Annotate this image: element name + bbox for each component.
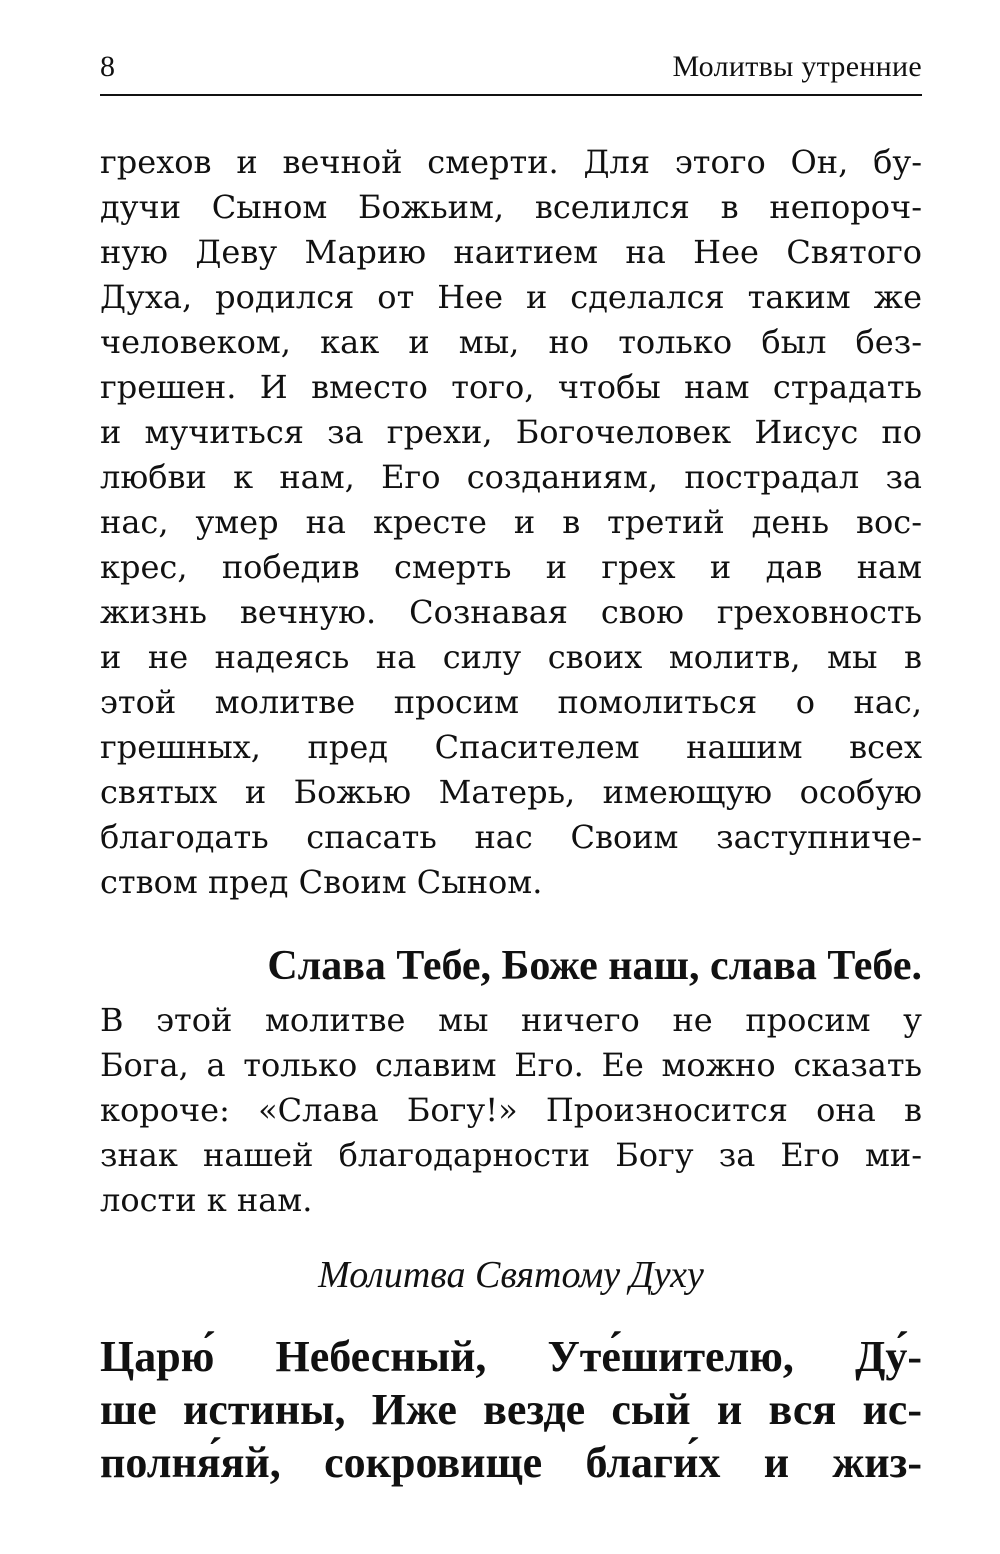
text-line: жизнь вечную. Сознавая свою греховность [100,593,922,631]
running-title: Молитвы утренние [672,50,922,83]
text-line: Духа, родился от Нее и сделался таким же [100,278,922,316]
text-line: Бога, а только славим Его. Ее можно сказать [100,1046,922,1084]
paragraph-1 [100,140,922,905]
running-header [100,42,922,96]
text-line: ством пред Своим Сыном. [100,863,543,901]
text-line: В этой молитве мы ничего не просим у [100,1001,922,1039]
text-line: и мучиться за грехи, Богочеловек Иисус по [100,413,922,451]
section-title: Молитва Святому Духу [318,1254,704,1296]
text-line: грехов и вечной смерти. Для этого Он, бу- [100,143,922,181]
text-line: грешен. И вместо того, чтобы нам страдать [100,368,922,406]
prayer-heading: Слава Тебе, Боже наш, слава Тебе. [267,943,922,989]
text-line: полня́яй, сокровище благи́х и жиз- [100,1438,922,1487]
text-line: дучи Сыном Божьим, вселился в непороч- [100,188,922,226]
text-line: ше истины, Иже везде сый и вся ис- [100,1385,922,1434]
text-line: благодать спасать нас Своим заступниче- [100,818,922,856]
text-line: крес, победив смерть и грех и дав нам [100,548,922,586]
text-line: нас, умер на кресте и в третий день вос- [100,503,922,541]
prayer-text [100,1330,922,1489]
text-line: знак нашей благодарности Богу за Его ми- [100,1136,922,1174]
paragraph-2 [100,998,922,1223]
text-line: грешных, пред Спасителем нашим всех [100,728,922,766]
text-line: лости к нам. [100,1181,313,1219]
text-line: Царю́ Небесный, Уте́шителю, Ду́- [100,1332,922,1381]
text-line: этой молитве просим помолиться о нас, [100,683,922,721]
page-number: 8 [100,50,115,83]
text-line: ную Деву Марию наитием на Нее Святого [100,233,922,271]
text-line: и не надеясь на силу своих молитв, мы в [100,638,922,676]
text-line: любви к нам, Его созданиям, пострадал за [100,458,922,496]
text-line: человеком, как и мы, но только был без- [100,323,922,361]
text-line: святых и Божью Матерь, имеющую особую [100,773,922,811]
text-line: короче: «Слава Богу!» Произносится она в [100,1091,922,1129]
